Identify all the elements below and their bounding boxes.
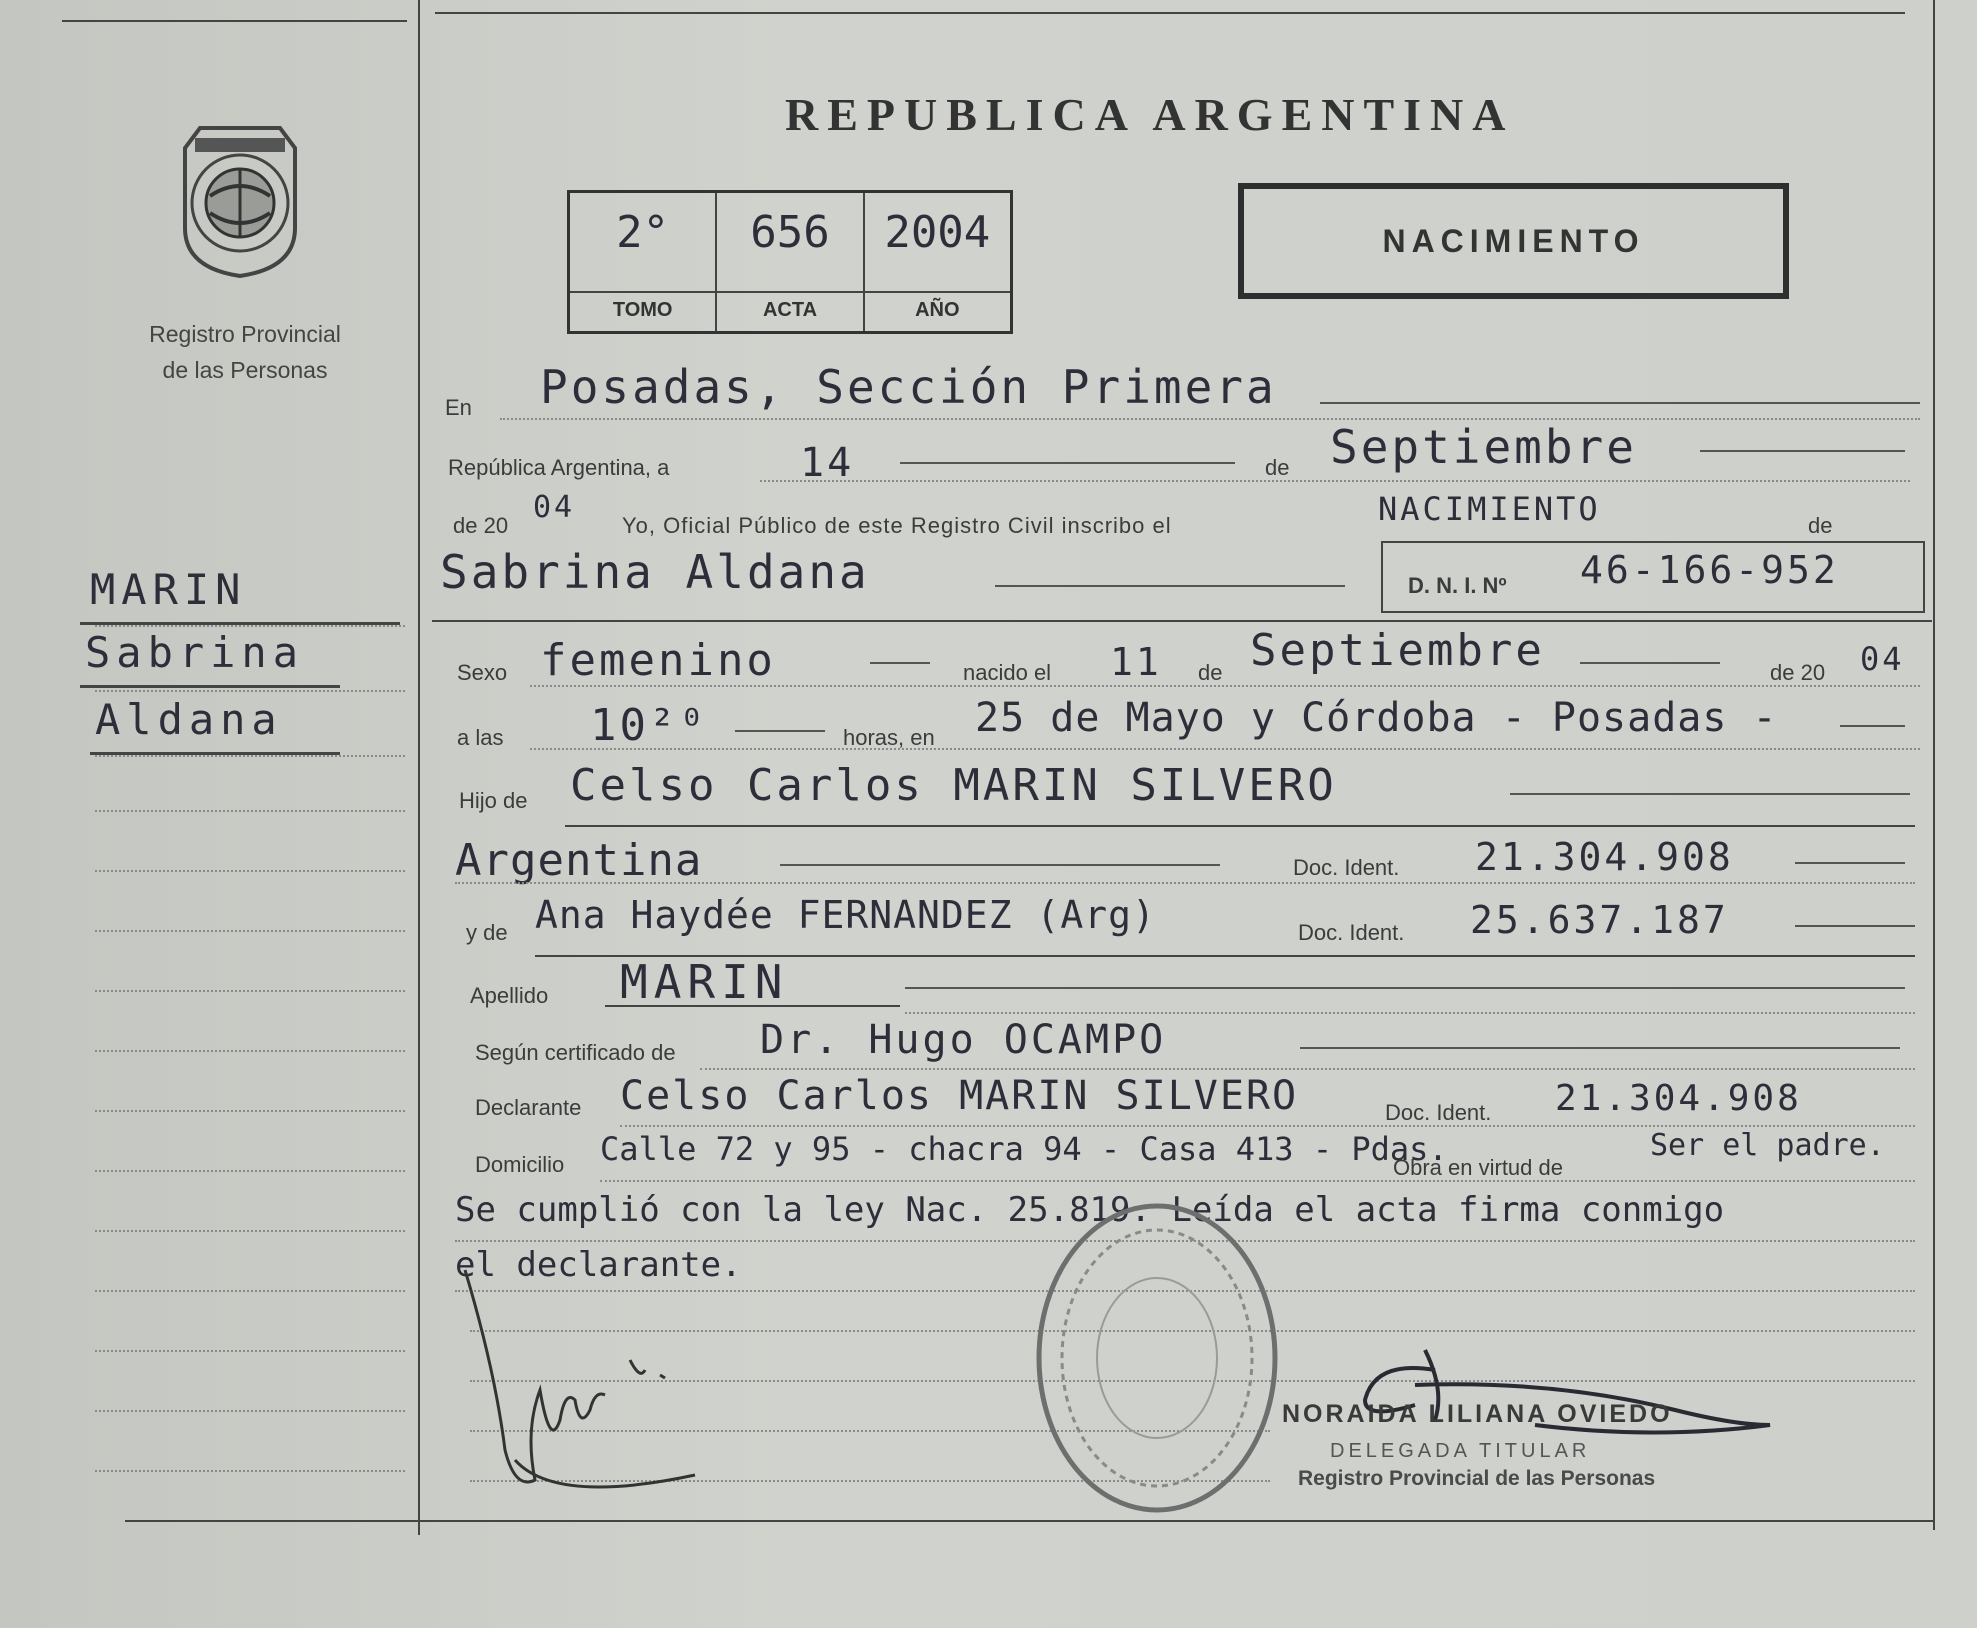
acta-label: ACTA xyxy=(762,299,818,321)
sexo-fill xyxy=(870,662,930,664)
sexo-value: femenino xyxy=(540,635,776,686)
registry-emblem-icon xyxy=(165,118,315,278)
cert-fill xyxy=(1300,1047,1900,1049)
tomo-label-cell xyxy=(570,293,717,331)
right-border xyxy=(1933,0,1935,1530)
de-label: de xyxy=(1265,455,1290,480)
margin-underline xyxy=(80,685,340,688)
officer-org: Registro Provincial de las Personas xyxy=(1298,1467,1656,1490)
en-dots xyxy=(500,418,1920,420)
note-line-1: Se cumplió con la ley Nac. 25.819. Leída el acta firma conmigo xyxy=(455,1190,1725,1230)
record-type-box xyxy=(1238,183,1789,299)
ano-label: AÑO xyxy=(915,299,960,321)
child-name-fill xyxy=(995,585,1345,587)
section-rule xyxy=(432,620,1932,622)
margin-dotted-line xyxy=(95,1410,405,1412)
birth-hour: 10²⁰ xyxy=(590,700,708,751)
hour-fill xyxy=(735,730,825,732)
de-label-2: de xyxy=(1808,513,1833,538)
sexo-label: Sexo xyxy=(457,660,508,685)
dni-label: D. N. I. Nº xyxy=(1408,573,1507,598)
record-type-label: NACIMIENTO xyxy=(1382,222,1645,259)
apellido-label: Apellido xyxy=(470,983,549,1008)
margin-underline xyxy=(80,622,400,625)
month-fill-line xyxy=(1700,450,1905,452)
birth-month-fill xyxy=(1580,662,1720,664)
margin-dotted-line xyxy=(95,1230,405,1232)
margin-dotted-line xyxy=(95,990,405,992)
segun-label: Según certificado de xyxy=(475,1040,676,1065)
record-index-table xyxy=(567,190,1013,334)
tomo-cell xyxy=(570,193,717,291)
margin-surname: MARIN xyxy=(90,565,247,614)
dni-value: 46-166-952 xyxy=(1580,548,1839,592)
alas-label: a las xyxy=(457,725,504,750)
country-title: REPUBLICA ARGENTINA xyxy=(785,89,1515,140)
registry-org-line1: Registro Provincial xyxy=(149,321,341,347)
margin-dotted-line xyxy=(95,1350,405,1352)
mother-doc-fill xyxy=(1795,925,1915,927)
yde-label: y de xyxy=(466,920,508,945)
alas-dots xyxy=(530,748,1920,750)
birth-year: 04 xyxy=(1860,640,1905,678)
republica-dots xyxy=(760,480,1910,482)
margin-dotted-line xyxy=(95,870,405,872)
sexo-dots xyxy=(530,685,1920,687)
acta-value: 656 xyxy=(750,207,830,258)
father-nationality: Argentina xyxy=(455,835,703,886)
apellido-underline xyxy=(605,1005,900,1007)
top-rule-left xyxy=(62,20,407,22)
year-prefix-label: de 20 xyxy=(453,513,509,538)
de-label-3: de xyxy=(1198,660,1223,685)
apellido-value: MARIN xyxy=(620,955,789,1009)
domicilio-dots xyxy=(600,1180,1915,1182)
official-seal-stamp xyxy=(1032,1198,1282,1518)
cert-dots xyxy=(700,1068,1915,1070)
hijo-label: Hijo de xyxy=(459,788,528,813)
act-type: NACIMIENTO xyxy=(1378,490,1601,528)
birth-month: Septiembre xyxy=(1250,625,1545,676)
nat-fill xyxy=(780,864,1220,866)
doc-label: Doc. Ident. xyxy=(1293,855,1400,880)
officer-role: DELEGADA TITULAR xyxy=(1330,1440,1591,1462)
birth-place: 25 de Mayo y Córdoba - Posadas - xyxy=(975,695,1778,741)
father-name: Celso Carlos MARIN SILVERO xyxy=(570,760,1337,811)
horas-label: horas, en xyxy=(843,725,935,750)
father-doc-fill xyxy=(1795,862,1905,864)
birth-day: 11 xyxy=(1110,640,1162,684)
mother-doc: 25.637.187 xyxy=(1470,898,1729,942)
nacido-label: nacido el xyxy=(963,660,1052,685)
declarante-doc: 21.304.908 xyxy=(1555,1078,1802,1119)
ano-label-cell xyxy=(865,293,1010,331)
margin-middle-name: Aldana xyxy=(95,695,283,744)
acta-cell xyxy=(717,193,864,291)
day-fill-line xyxy=(900,462,1235,464)
officer-signature xyxy=(1355,1330,1775,1450)
place-fill xyxy=(1840,725,1905,727)
doc-label-2: Doc. Ident. xyxy=(1298,920,1405,945)
republica-label: República Argentina, a xyxy=(448,455,670,480)
father-rule xyxy=(565,825,1915,827)
declarant-signature xyxy=(455,1250,715,1510)
margin-dotted-line xyxy=(95,755,405,757)
record-month: Septiembre xyxy=(1330,420,1637,474)
declarante-name: Celso Carlos MARIN SILVERO xyxy=(620,1073,1299,1119)
note-line-2: el declarante. xyxy=(455,1245,742,1285)
nat-dots xyxy=(455,882,1915,884)
acta-label-cell xyxy=(717,293,864,331)
margin-dotted-line xyxy=(95,810,405,812)
certificate-doctor: Dr. Hugo OCAMPO xyxy=(760,1017,1167,1063)
en-label: En xyxy=(445,395,472,420)
obra-label: Obra en virtud de xyxy=(1393,1155,1563,1180)
domicilio-value: Calle 72 y 95 - chacra 94 - Casa 413 - Pdas. xyxy=(600,1130,1448,1168)
margin-underline xyxy=(90,752,340,755)
domicilio-label: Domicilio xyxy=(475,1152,565,1177)
declarante-label: Declarante xyxy=(475,1095,582,1120)
father-fill xyxy=(1510,793,1910,795)
margin-dotted-line xyxy=(95,1050,405,1052)
margin-dotted-line xyxy=(95,1170,405,1172)
en-fill-line xyxy=(1320,402,1920,404)
margin-dotted-line xyxy=(95,1470,405,1472)
margin-first-name: Sabrina xyxy=(85,628,305,677)
mother-name: Ana Haydée FERNANDEZ (Arg) xyxy=(535,893,1156,937)
oficial-statement: Yo, Oficial Público de este Registro Civil inscribo el xyxy=(622,513,1172,538)
obra-value: Ser el padre. xyxy=(1650,1128,1885,1163)
bottom-rule xyxy=(125,1520,1935,1522)
left-column-divider xyxy=(418,0,420,1535)
margin-dotted-line xyxy=(95,625,405,627)
ano-value: 2004 xyxy=(884,207,991,258)
registry-org-name xyxy=(110,316,380,388)
child-name: Sabrina Aldana xyxy=(440,545,870,599)
officer-name: NORAIDA LILIANA OVIEDO xyxy=(1282,1400,1673,1428)
tomo-label: TOMO xyxy=(612,299,673,321)
apellido-dots xyxy=(905,1012,1915,1014)
ano-cell xyxy=(865,193,1010,291)
margin-dotted-line xyxy=(95,690,405,692)
margin-dotted-line xyxy=(95,1290,405,1292)
record-day: 14 xyxy=(800,440,855,486)
father-doc: 21.304.908 xyxy=(1475,835,1734,879)
birth-year-prefix: de 20 xyxy=(1770,660,1826,685)
margin-dotted-line xyxy=(95,930,405,932)
apellido-fill xyxy=(905,987,1905,989)
place-of-record: Posadas, Sección Primera xyxy=(540,360,1277,414)
margin-dotted-line xyxy=(95,1110,405,1112)
record-year: 04 xyxy=(533,490,576,525)
declarante-dots xyxy=(620,1125,1915,1127)
tomo-value: 2° xyxy=(616,207,670,258)
doc-label-3: Doc. Ident. xyxy=(1385,1100,1492,1125)
top-rule-right xyxy=(435,12,1905,14)
registry-org-line2: de las Personas xyxy=(162,357,328,383)
